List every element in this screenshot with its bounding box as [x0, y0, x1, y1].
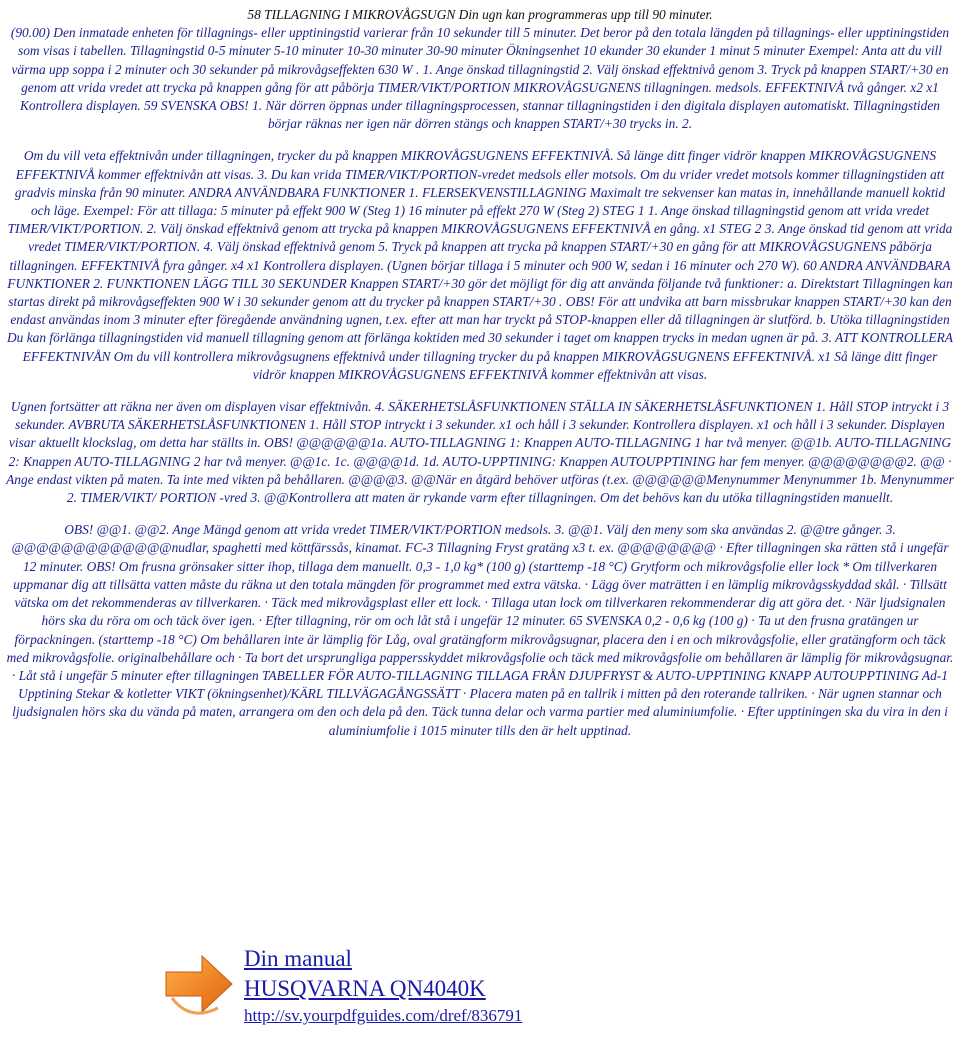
spacer — [6, 507, 954, 521]
arrow-logo-icon — [156, 942, 236, 1026]
paragraph-title: 58 TILLAGNING I MIKROVÅGSUGN Din ugn kan programmeras upp till 90 minuter. — [247, 7, 713, 22]
paragraph-3: Ugnen fortsätter att räkna ner även om displayen visar effektnivån. 4. SÄKERHETSLÅSFUNKTIONEN STÄLLA IN SÄKERHETSLÅSFUNKTIONEN 1. Håll STOP intryckt i 3 sekunder. AVBRUTA SÄKERHETSLÅSFUNKTIONEN 1. Håll STOP intryckt i 3 sekunder. x1 och håll i 3 sekunder. Kontrollera displayen. x1 och håll i 3 sekunder. Displayen visar aktuellt klockslag, om detta har ställts in. OBS! @@@@@@1a. AUTO-TILLAGNING 1: Knappen AUTO-TILLAGNING 1 har två menyer. @@1b. AUTO-TILLAGNING 2: Knappen AUTO-TILLAGNING 2 har två menyer. @@1c. 1c. @@@@1d. 1d. AUTO-UPPTINING: Knappen AUTOUPPTINING har fem menyer. @@@@@@@@2. @@ · Ange endast vikten på maten. Ta inte med vikten på behållaren. @@@@3. @@När en åtgärd behöver utföras (t.ex. @@@@@@Menynummer Menynummer 1b. Menynummer 2. TIMER/VIKT/ PORTION -vred 3. @@Kontrollera att maten är rykande varm efter tillagningen. Om det behövs kan du utöka tillagningstiden manuellt. — [6, 399, 954, 506]
spacer — [6, 133, 954, 147]
document-body — [6, 6, 954, 740]
manual-link[interactable]: Din manual — [244, 946, 352, 971]
spacer — [6, 384, 954, 398]
paragraph-1: (90.00) Den inmatade enheten för tillagnings- eller upptiningstid varierar från 10 sekunder till 5 minuter. Det beror på den totala längden på tillagnings- eller upptiningstiden som visas i tabellen. Tillagningstid 0-5 minuter 5-10 minuter 10-30 minuter 30-90 minuter Ökningsenhet 10 ekunder 30 ekunder 1 minut 5 minuter Exempel: Anta att du vill värma upp soppa i 2 minuter och 30 sekunder på mikrovågseffekten 630 W . 1. Ange önskad tillagningstid 2. Välj önskad effektnivå genom 3. Tryck på knappen START/+30 en genom att vrida vredet att trycka på knappen gång för att påbörja TIMER/VIKT/PORTION MIKROVÅGSUGNENS tillagningen. medsols. EFFEKTNIVÅ två gånger. x2 x1 Kontrollera displayen. 59 SVENSKA OBS! 1. När dörren öppnas under tillagningsprocessen, stannar tillagningstiden i den digitala displayen automatiskt. Tillagningstiden börjar räknas ner igen när dörren stängs och knappen START/+30 trycks in. 2. — [10, 25, 950, 132]
footer-links — [244, 944, 522, 1028]
url-link[interactable]: http://sv.yourpdfguides.com/dref/836791 — [244, 1006, 523, 1025]
paragraph-4: OBS! @@1. @@2. Ange Mängd genom att vrida vredet TIMER/VIKT/PORTION medsols. 3. @@1. Välj den meny som ska användas 2. @@tre gånger. 3. @@@@@@@@@@@@@nudlar, spaghetti med köttfärssås, kinamat. FC-3 Tillagning Fryst gratäng x3 t. ex. @@@@@@@@ · Efter tillagningen ska rätten stå i ungefär 12 minuter. OBS! Om frusna grönsaker sitter ihop, tillaga dem manuellt. 0,3 - 1,0 kg* (100 g) (starttemp -18 °C) Grytform och mikrovågsfolie eller lock * Om tillverkaren uppmanar dig att tillsätta vatten måste du räkna ut den totala mängden för programmet med extra vätska. · Lägg över maträtten i en lämplig mikrovågsskyddad skål. · Tillsätt vätska om det rekommenderas av tillverkaren. · Täck med mikrovågsplast eller ett lock. · Tillaga utan lock om tillverkaren rekommenderar dig att göra det. · När ljudsignalen hörs ska du röra om och täck över igen. · Efter tillagning, rör om och låt stå i ungefär 12 minuter. 65 SVENSKA 0,2 - 0,6 kg (100 g) · Ta ut den frusna gratängen ur förpackningen. (starttemp -18 °C) Om behållaren inte är lämplig för Låg, oval gratängform mikrovågsugnar, placera den i en och mikrovågsfolie, eller gratängform och täck med mikrovågsfolie. originalbehållare och · Ta bort det ursprungliga pappersskyddet mikrovågsfolie och täck med mikrovågsfolie om behållaren är lämplig för mikrovågsugnar. · Låt stå i ungefär 5 minuter efter tillagningen TABELLER FÖR AUTO-TILLAGNING TILLAGA FRÅN DJUPFRYST & AUTO-UPPTINING KNAPP AUTOUPPTINING Ad-1 Upptining Stekar & kotletter VIKT (ökningsenhet)/KÄRL TILLVÄGAGÅNGSSÄTT · Placera maten på en tallrik i mitten på den roterande tallriken. · När ugnen stannar och ljudsignalen hörs ska du vända på maten, arrangera om den och dela på den. Täck tunna delar och varma partier med aluminiumfolie. · Efter upptiningen ska du vira in den i aluminiumfolie i 1015 minuter tills den är helt upptinad. — [6, 522, 954, 738]
footer — [156, 942, 756, 1034]
paragraph-2: Om du vill veta effektnivån under tillagningen, trycker du på knappen MIKROVÅGSUGNENS EFFEKTNIVÅ. Så länge ditt finger vidrör knappen MIKROVÅGSUGNENS EFFEKTNIVÅ kommer effektnivån att visas. 3. Du kan vrida TIMER/VIKT/PORTION-vredet medsols eller motsols. Om du vrider vredet motsols kommer tillagningstiden att gradvis minska från 90 minuter. ANDRA ANVÄNDBARA FUNKTIONER 1. FLERSEKVENSTILLAGNING Maximalt tre sekvenser kan matas in, innehållande manuell koktid och läge. Exempel: För att tillaga: 5 minuter på effekt 900 W (Steg 1) 16 minuter på effekt 270 W (Steg 2) STEG 1 1. Ange önskad tillagningstid genom att vrida vredet TIMER/VIKT/PORTION. 2. Välj önskad effektnivå genom att trycka på knappen MIKROVÅGSUGNENS EFFEKTNIVÅ en gång. x1 STEG 2 3. Ange önskad tid genom att vrida vredet TIMER/VIKT/PORTION. 4. Välj önskad effektnivå genom 5. Tryck på knappen att trycka på knappen START/+30 en gång för att MIKROVÅGSUGNENS påbörja tillagningen. EFFEKTNIVÅ fyra gånger. x4 x1 Kontrollera displayen. (Ugnen börjar tillaga i 5 minuter och 900 W, sedan i 16 minuter och 270 W). 60 ANDRA ANVÄNDBARA FUNKTIONER 2. FUNKTIONEN LÄGG TILL 30 SEKUNDER Knappen START/+30 gör det möjligt för dig att använda följande två funktioner: a. Direktstart Tillagningen kan startas direkt på mikrovågseffekten 900 W i 30 sekunder genom att du trycker på knappen START/+30 . OBS! För att undvika att barn missbrukar knappen START/+30 kan den endast användas inom 3 minuter efter föregående användning ugnen, t.ex. efter att man har tryckt på STOP-knappen eller då tillagningen är slutförd. b. Utöka tillagningstiden Du kan förlänga tillagningstiden vid manuell tillagning genom att förlänga koktiden med 30 sekunder i taget om knappen trycks in medan ugnen är på. 3. ATT KONTROLLERA EFFEKTNIVÅN Om du vill kontrollera mikrovågsugnens effektnivå under tillagning trycker du på knappen MIKROVÅGSUGNENS EFFEKTNIVÅ. x1 Så länge ditt finger vidrör knappen MIKROVÅGSUGNENS EFFEKTNIVÅ kommer effektnivån att visas. — [7, 148, 953, 382]
product-link[interactable]: HUSQVARNA QN4040K — [244, 976, 486, 1001]
